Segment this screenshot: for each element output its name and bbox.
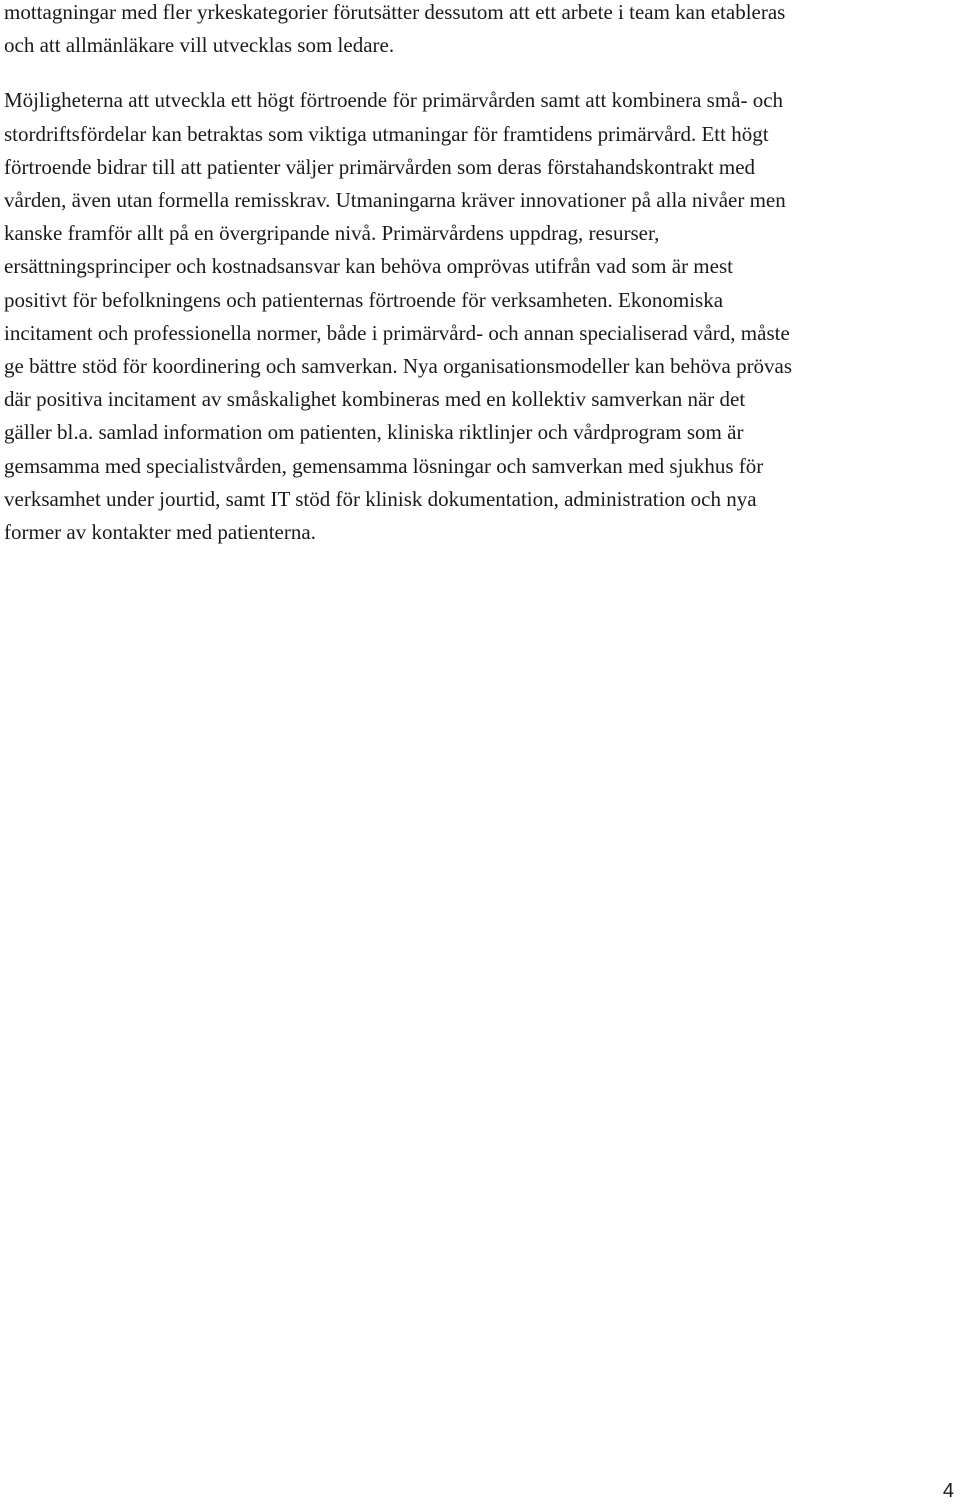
text-line: positivt för befolkningens och patienternas förtroende för verksamheten. Ekonomiska xyxy=(4,287,724,312)
paragraph xyxy=(4,84,956,549)
paragraph xyxy=(4,0,956,62)
text-line: och att allmänläkare vill utvecklas som ledare. xyxy=(4,33,395,58)
text-line: där positiva incitament av småskalighet kombineras med en kollektiv samverkan när det xyxy=(4,387,746,412)
text-line: gemsamma med specialistvården, gemensamma lösningar och samverkan med sjukhus för xyxy=(4,453,764,478)
body-text xyxy=(4,0,956,549)
text-line: vården, även utan formella remisskrav. Utmaningarna kräver innovationer på alla nivåer men xyxy=(4,188,786,213)
text-line: former av kontakter med patienterna. xyxy=(4,520,316,545)
text-line: mottagningar med fler yrkeskategorier förutsätter dessutom att ett arbete i team kan etableras xyxy=(4,0,786,24)
page-number: 4 xyxy=(942,1480,954,1502)
paragraph-gap xyxy=(4,62,956,84)
text-line: stordriftsfördelar kan betraktas som viktiga utmaningar för framtidens primärvård. Ett högt xyxy=(4,121,769,146)
text-line: gäller bl.a. samlad information om patienten, kliniska riktlinjer och vårdprogram som är xyxy=(4,420,744,445)
text-line: incitament och professionella normer, både i primärvård- och annan specialiserad vård, måste xyxy=(4,320,790,345)
text-line: kanske framför allt på en övergripande nivå. Primärvårdens uppdrag, resurser, xyxy=(4,221,660,246)
text-line: förtroende bidrar till att patienter väljer primärvården som deras förstahandskontrakt med xyxy=(4,154,756,179)
text-line: verksamhet under jourtid, samt IT stöd för klinisk dokumentation, administration och nya xyxy=(4,486,757,511)
text-line: ge bättre stöd för koordinering och samverkan. Nya organisationsmodeller kan behöva prövas xyxy=(4,354,793,379)
text-line: Möjligheterna att utveckla ett högt förtroende för primärvården samt att kombinera små- och xyxy=(4,88,784,113)
text-line: ersättningsprinciper och kostnadsansvar kan behöva omprövas utifrån vad som är mest xyxy=(4,254,733,279)
